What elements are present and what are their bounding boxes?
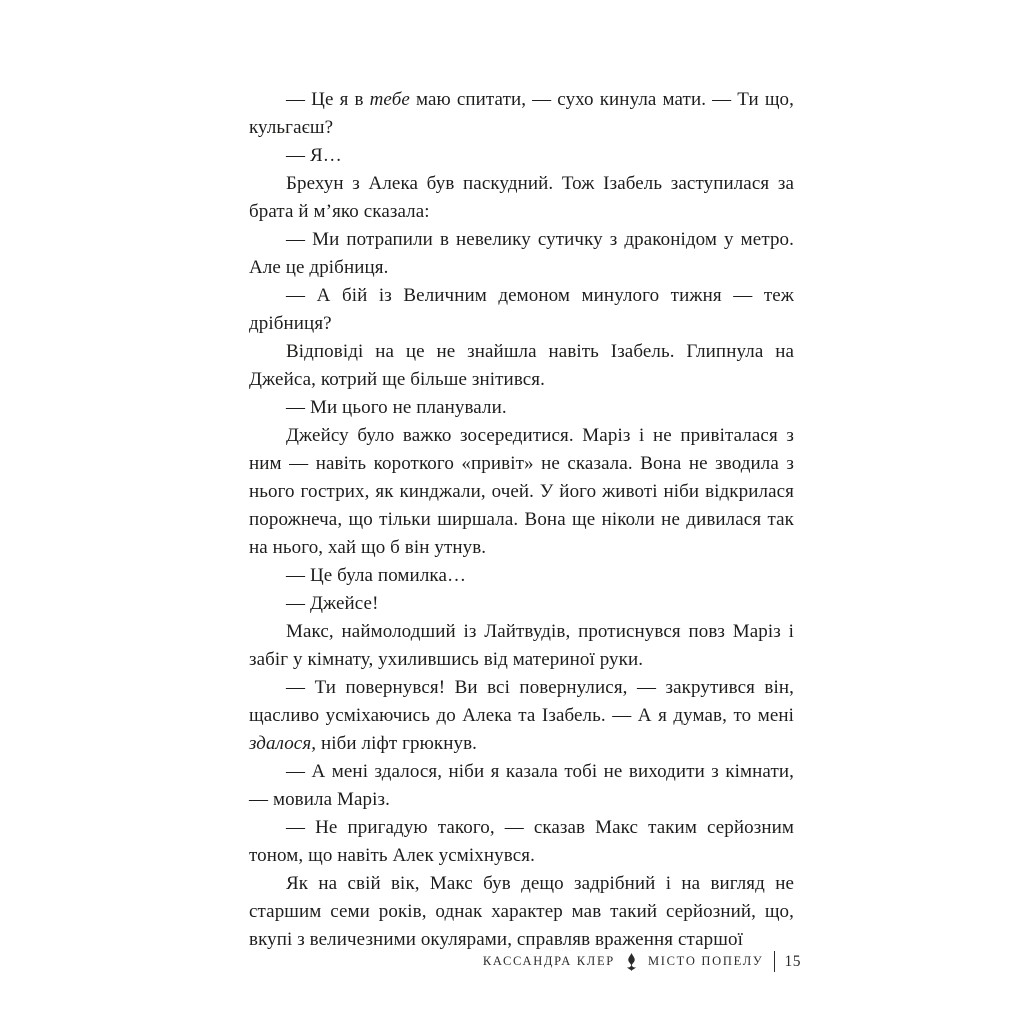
text-segment: Відповіді на це не знайшла навіть Ізабель. Глипнула на Джейса, котрий ще більше знітився. xyxy=(249,341,794,390)
paragraph xyxy=(249,562,794,590)
paragraph xyxy=(249,758,794,814)
text-segment: — Я… xyxy=(286,145,342,166)
paragraph xyxy=(249,674,794,758)
text-segment: — Ти повернувся! Ви всі повернулися, — закрутився він, щасливо усміхаючись до Алека та Ізабель. — А я думав, то мені xyxy=(249,677,794,726)
text-segment: здалося, xyxy=(249,733,317,754)
text-segment: — Це була помилка… xyxy=(286,565,467,586)
paragraph xyxy=(249,814,794,870)
paragraph xyxy=(249,86,794,142)
paragraph xyxy=(249,394,794,422)
text-segment: тебе xyxy=(369,89,410,110)
paragraph xyxy=(249,590,794,618)
paragraph xyxy=(249,142,794,170)
text-segment: — Це я в xyxy=(286,89,370,110)
text-segment: — А бій із Величним демоном минулого тижня — теж дрібниця? xyxy=(249,285,794,334)
footer-book-title: МІСТО ПОПЕЛУ xyxy=(647,954,764,968)
body-text xyxy=(249,86,794,954)
page-footer xyxy=(249,951,801,972)
footer-author: КАССАНДРА КЛЕР xyxy=(482,954,615,968)
text-segment: — Не пригадую такого, — сказав Макс таким серйозним тоном, що навіть Алек усміхнувся. xyxy=(249,817,794,866)
paragraph xyxy=(249,618,794,674)
paragraph xyxy=(249,282,794,338)
text-segment: — Ми потрапили в невелику сутичку з драконідом у метро. Але це дрібниця. xyxy=(249,229,794,278)
paragraph xyxy=(249,170,794,226)
text-segment: — А мені здалося, ніби я казала тобі не виходити з кімнати, — мовила Маріз. xyxy=(249,761,794,810)
rune-ornament-icon xyxy=(624,953,639,971)
page-number: 15 xyxy=(784,952,801,970)
text-segment: Джейсу було важко зосередитися. Маріз і не привіталася з ним — навіть короткого «привіт» не сказала. Вона не зводила з нього гострих, як кинджали, очей. У його животі ніби відкрилася порожнеча, що тільки ширшала. Вона ще ніколи не дивилася так на нього, хай що б він утнув. xyxy=(249,425,794,558)
text-segment: — Джейсе! xyxy=(286,593,379,614)
text-segment: маю спитати, — сухо кинула мати. — Ти що, кульгаєш? xyxy=(249,89,795,138)
text-segment: Брехун з Алека був паскудний. Тож Ізабель заступилася за брата й м’яко сказала: xyxy=(249,173,794,222)
paragraph xyxy=(249,870,794,954)
text-segment: Макс, наймолодший із Лайтвудів, протиснувся повз Маріз і забіг у кімнату, ухилившись від материної руки. xyxy=(249,621,794,670)
paragraph xyxy=(249,422,794,562)
footer-divider xyxy=(774,951,775,972)
paragraph xyxy=(249,338,794,394)
text-segment: — Ми цього не планували. xyxy=(286,397,507,418)
text-segment: ніби ліфт грюкнув. xyxy=(316,733,478,754)
paragraph xyxy=(249,226,794,282)
text-segment: Як на свій вік, Макс був дещо задрібний і на вигляд не старшим семи років, однак характер мав такий серйозний, що, вкупі з величезними окулярами, справляв враження старшої xyxy=(249,873,794,950)
